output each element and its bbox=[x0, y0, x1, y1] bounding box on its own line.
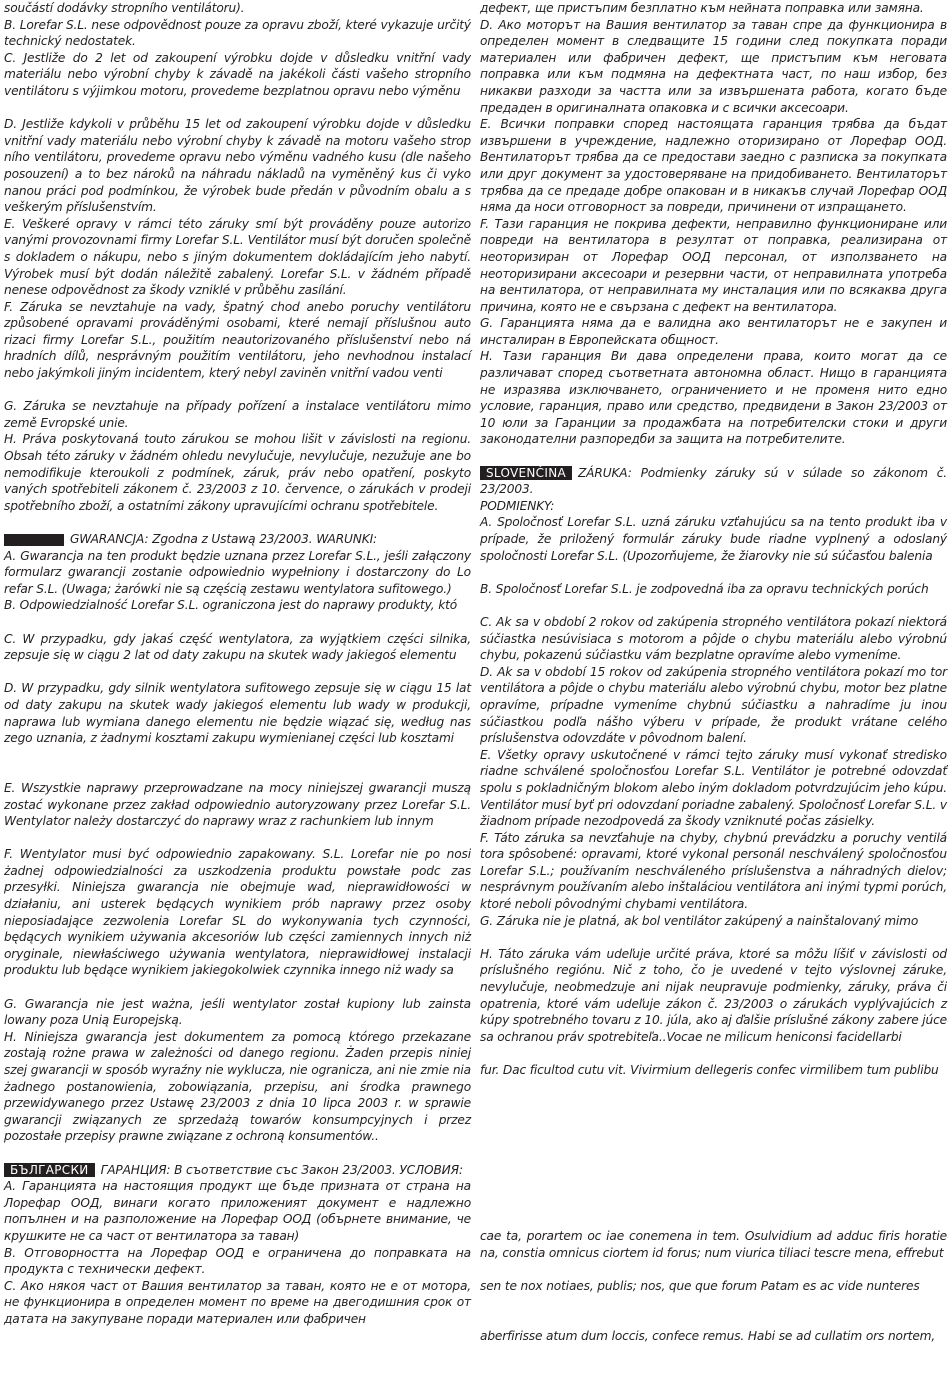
polish-clause-f: F. Wentylator musi być odpowiednio zapakowany. S.L. Lorefar nie po nosi żadnej odpowiedzialności za uszkodzenia produktu powstałe podc zas przesyłki. Niniejsza gwarancja nie obejmuje wad, nieprawidłowości w działaniu, ani usterek będących wynikiem prób naprawy przez osoby nieposiadające zezwolenia Lorefar SL do wykonywania tych czynności, będących wynikiem używania akcesoriów lub części zamiennych innych niż oryginale, niewłaściwego używania wentylatora, nieprawidłowej instalacji produktu lub będące wynikiem jakiegokolwiek czynnika innego niż wady sa bbox=[4, 847, 471, 978]
czech-clause-c: C. Jestliže do 2 let od zakoupení výrobku dojde v důsledku vnitřní vady materiálu nebo výrobní chyby k závadě na jakékoli části vašeho stropního ventilátoru s výjimkou motoru, provedeme bezplatnou opravu nebo výměnu bbox=[4, 50, 471, 98]
polish-clause-c: C. W przypadku, gdy jakaś część wentylatora, za wyjątkiem części silnika, zepsuje się w ciągu 2 lat od daty zakupu na skutek wady jakiegoś elementu bbox=[4, 631, 471, 663]
slovak-clause-a: A. Spoločnosť Lorefar S.L. uzná záruku vzťahujúcu sa na tento produkt iba v prípade, že priložený formulár záruky bude riadne vyplnený a odoslaný spoločnosti Lorefar S.L. (Upozorňujeme, že žiarovky nie sú súčasťou balenia bbox=[480, 515, 947, 563]
slovak-clause-d: D. Ak sa v období 15 rokov od zakúpenia stropného ventilátora pokazí mo tor ventilátora a pôjde o chybu materiálu alebo výrobnú chybu, motor bez platne opravíme, prípadne vymeníme chybnú súčiastku a nahradíme ju inou súčiastkou podľa nášho výberu v prípade, že produkt vrátane celého príslušenstva odovzdáte v pôvodnom balení. bbox=[480, 664, 947, 746]
placeholder-text-1: fur. Dac ficultod cutu vit. Vivirmium dellegeris confec virmilibem tum publibu bbox=[480, 1063, 939, 1077]
polish-clause-b: B. Odpowiedzialność Lorefar S.L. ograniczona jest do naprawy produkty, któ bbox=[4, 598, 458, 613]
slovak-heading-text: ZÁRUKA: Podmienky záruky sú v súlade so zákonom č. 23/2003. bbox=[480, 465, 947, 497]
bulgarian-language-tag: БЪЛГАРСКИ bbox=[4, 1163, 95, 1177]
czech-clause-e: E. Veškeré opravy v rámci této záruky smí být prováděny pouze autorizo vanými provozovnami firmy Lorefar S.L. Ventilátor musí být doručen společně s dokladem o nákupu, nebo s jiným dokumentem dokládajícím jeho nabytí. Výrobek musí být dodán náležitě zabalený. Lorefar S.L. v žádném případě nenese odpovědnost za škody vzniklé v průběhu zasílání. bbox=[4, 216, 471, 298]
bulgarian-clause-c-continued: дефект, ще пристъпим безплатно към нейната поправка или замяна. bbox=[480, 1, 924, 15]
bulgarian-clause-f: F. Тази гаранция не покрива дефекти, неправилно функциониране или повреди на вентилатора в резултат от поправка, реализирана от неоторизиран от Лорефар ООД персонал, от използването на неоторизирани аксесоари и резервни части, от неправилната употреба на вентилатора, от неправилната му инсталация или по всякаква друга причина, която не е свързана с дефект на вентилатора. bbox=[480, 216, 947, 314]
czech-clause-d: D. Jestliže kdykoli v průběhu 15 let od zakoupení výrobku dojde v důsledku vnitřní vady materiálu nebo výrobní chyby k závadě na motoru vašeho strop ního ventilátoru, provedeme opravu nebo výměnu vadného kusu (dle našeho posouzení) a to bez nároků na náhradu nákladů na vyměněný kus či vyko nanou práci pod podmínkou, že výrobek bude předán v původním obalu a s veškerým příslušenstvím. bbox=[4, 117, 471, 215]
slovak-language-tag: SLOVENČINA bbox=[480, 466, 572, 480]
polish-section-heading bbox=[4, 531, 471, 548]
slovak-clause-c: C. Ak sa v období 2 rokov od zakúpenia stropného ventilátora pokazí niektorá súčiastka nesúvisiaca s motorom a pôjde o chybu materiálu alebo výrobnú chybu, pokazenú súčiastku vám bezplatne opravíme alebo vymeníme. bbox=[480, 614, 947, 663]
polish-clause-e: E. Wszystkie naprawy przeprowadzane na mocy niniejszej gwarancji muszą zostać wykonane przez zakład odpowiednio autoryzowany przez Lorefar S.L. Wentylator należy dostarczyć do naprawy wraz z rachunkiem lub innym bbox=[4, 780, 471, 829]
bulgarian-section-heading bbox=[4, 1162, 471, 1179]
polish-clause-a: A. Gwarancja na ten produkt będzie uznana przez Lorefar S.L., jeśli załączony formularz gwarancji zostanie odpowiednio wypełniony i dostarczony do Lo refar S.L. (Uwaga; żarówki nie są częścią zestawu wentylatora sufitowego.) bbox=[4, 548, 471, 596]
czech-clause-f: F. Záruka se nevztahuje na vady, špatný chod anebo poruchy ventilátoru způsobené opravami prováděnými osobami, které nemají příslušnou auto rizaci firmy Lorefar S.L., použitím neautorizovaného příslušenství nebo ná hradních dílů, nesprávným použitím ventilátoru, jeho nevhodnou instalací nebo jakýmkoli jiným incidentem, který nebyl zaviněn vnitřní vadou venti bbox=[4, 299, 471, 381]
slovak-section-heading bbox=[480, 465, 947, 498]
czech-clause-b: B. Lorefar S.L. nese odpovědnost pouze za opravu zboží, které vykazuje určitý technický nedostatek. bbox=[4, 17, 471, 49]
bulgarian-clause-c: С. Ако някоя част от Вашия вентилатор за таван, която не е от мотора, не функционира в определен момент по време на двегодишния срок от датата на закупуване поради материален или фабричен bbox=[4, 1278, 471, 1326]
polish-clause-h: H. Niniejsza gwarancja jest dokumentem za pomocą którego przekazane zostają rożne prawa w zależności od danego regionu. Żaden przepis niniej szej gwarancji w sposób wyraźny nie wyklucza, nie ogranicza, ani nie zmie nia żadnego postanowienia, zobowiązania, przepisu, ani środka prawnego przewidywanego przez Ustawę 23/2003 z dnia 10 lipca 2003 r. w sprawie gwarancji związanych ze sprzedażą towarów konsumpcyjnych i przez pozostałe przepisy prawne związane z ochroną konsumentów.. bbox=[4, 1029, 471, 1144]
polish-clause-d: D. W przypadku, gdy silnik wentylatora sufitowego zepsuje się w ciągu 15 lat od daty zakupu na skutek wady jakiegoś elementu lub wady w produkcji, naprawa lub wymiana danego elementu nie będzie wiązać się, według nas zego uznania, z żadnymi kosztami zakupu wymienianej części lub kosztami bbox=[4, 681, 471, 746]
bulgarian-clause-e: Е. Всички поправки според настоящата гаранция трябва да бъдат извършени в учреждение, надлежно оторизирано от Лорефар ООД. Вентилаторът трябва да се предостави заедно с разписка за покупката или друг документ за удостоверяване на придобиването. Вентилаторът трябва да се предаде добре опакован и в никакъв случай Лорефар ООД няма да носи отговорност за повреди, причинени от изпращането. bbox=[480, 117, 947, 215]
placeholder-text-3: sen te nox notiaes, publis; nos, que que forum Patam es ac vide nunteres bbox=[480, 1279, 920, 1294]
polish-clause-g: G. Gwarancja nie jest ważna, jeśli wentylator został kupiony lub zainsta lowany poza Unią Europejską. bbox=[4, 996, 471, 1028]
slovak-clause-g: G. Záruka nie je platná, ak bol ventilátor zakúpený a nainštalovaný mimo bbox=[480, 913, 919, 928]
slovak-clause-e: E. Všetky opravy uskutočnené v rámci tejto záruky musí vykonať stredisko riadne schválené spoločnosťou Lorefar S.L. Ventilátor je potrebné odovzdať spolu s pokladničným blokom alebo iným dokladom potvrdzujúcim jeho kúpu. Ventilátor musí byť pri odovzdaní poriadne zabalený. Spoločnosť Lorefar S.L. v žiadnom prípade nezodpovedá za škody vzniknuté počas zásielky. bbox=[480, 747, 947, 829]
right-column bbox=[480, 0, 947, 1345]
czech-clause-h: H. Práva poskytovaná touto zárukou se mohou lišit v závislosti na regionu. Obsah této záruky v žádném ohledu nevylučuje, nevylučuje, nezužuje ane bo nemodifikuje kteroukoli z podmínek, záruk, práv nebo opatření, poskyto vaných spotřebiteli zákonem č. 23/2003 z 10. července, o zárukách v prodeji spotřebního zboží, a ostatními zákony upravujícími ochranu spotřebitele. bbox=[4, 432, 471, 513]
polish-heading-text: GWARANCJA: Zgodna z Ustawą 23/2003. WARUNKI: bbox=[70, 532, 377, 546]
left-column bbox=[4, 0, 471, 1328]
polish-language-tag bbox=[4, 534, 64, 546]
bulgarian-clause-a: А. Гаранцията на настоящия продукт ще бъде призната от страна на Лорефар ООД, винаги когато приложеният документ е надлежно попълнен и на разположение на Лорефар ООД (обърнете внимание, че крушките не са част от вентилатора за таван) bbox=[4, 1179, 471, 1243]
slovak-clause-h: H. Táto záruka vám udeľuje určité práva, ktoré sa môžu líšiť v závislosti od príslušného regiónu. Nič z toho, čo je uvedené v tejto výslovnej záruke, nevylučuje, neobmedzuje ani nijak neupravuje podmienky, záruky, práva či opatrenia, ktoré vám udeľuje zákon č. 23/2003 o zárukách vyplývajúcich z kúpy spotrebného tovaru z 10. júla, ako aj ďalšie príslušné zákony zabere júce sa ochranou práv spotrebiteľa..Vocae ne milicum heniconsi facidellarbi bbox=[480, 946, 947, 1044]
slovak-clause-b: B. Spoločnosť Lorefar S.L. je zodpovedná iba za opravu technických porúch bbox=[480, 581, 929, 596]
bulgarian-clause-b: В. Отговорността на Лорефар ООД е ограничена до поправката на продукта с технически дефект. bbox=[4, 1245, 471, 1277]
slovak-conditions-label: PODMIENKY: bbox=[480, 498, 555, 513]
bulgarian-clause-h: Н. Тази гаранция Ви дава определени права, които могат да се различават според съответната автономна област. Нищо в гаранцията не изразява изключването, ограничението и не променя нито едно условие, гаранция, право или средство, предвидени в Закон 23/2003 от 10 юли за Гаранции за продажбата на потребителски стоки и други законодателни разпоредби за защита на потребителите. bbox=[480, 349, 947, 447]
czech-clause-g: G. Záruka se nevztahuje na případy pořízení a instalace ventilátoru mimo země Evropské unie. bbox=[4, 399, 471, 430]
placeholder-text-2: cae ta, porartem oc iae conemena in tem. Osulvidium ad adduc firis horatie na, constia omnicus ciortem id forus; num viurica tiliaci tescre mena, effrebut bbox=[480, 1229, 947, 1260]
placeholder-text-4: aberfirisse atum dum loccis, confece remus. Habi se ad cullatim ors nortem, bbox=[480, 1328, 936, 1343]
czech-paragraph-continued: součástí dodávky stropního ventilátoru). bbox=[4, 1, 245, 15]
bulgarian-clause-d: D. Ако моторът на Вашия вентилатор за таван спре да функционира в определен момент в следващите 15 години след покупката поради материален или фабричен дефект, ще пристъпим към неговата поправка или към подмяна на дефектната част, по наш избор, без никакви разходи за частта или за извършената работа, когато бъде предаден в оригиналната опаковка и с всички аксесоари. bbox=[480, 17, 947, 115]
slovak-clause-f: F. Táto záruka sa nevzťahuje na chyby, chybnú prevádzku a poruchy ventilá tora spôsobené: opravami, ktoré vykonal personál neschválený spoločnosťou Lorefar S.L.; používaním neschváleného príslušenstva a náhradných dielov; nesprávnym používaním alebo inštaláciou ventilátora ani inými typmi porúch, ktoré neboli pôvodnými chybami ventilátora. bbox=[480, 830, 947, 912]
bulgarian-heading-text: ГАРАНЦИЯ: В съответствие със Закон 23/2003. УСЛОВИЯ: bbox=[100, 1162, 463, 1177]
bulgarian-clause-g: G. Гаранцията няма да е валидна ако вентилаторът не е закупен и инсталиран в Европейската общност. bbox=[480, 316, 947, 347]
